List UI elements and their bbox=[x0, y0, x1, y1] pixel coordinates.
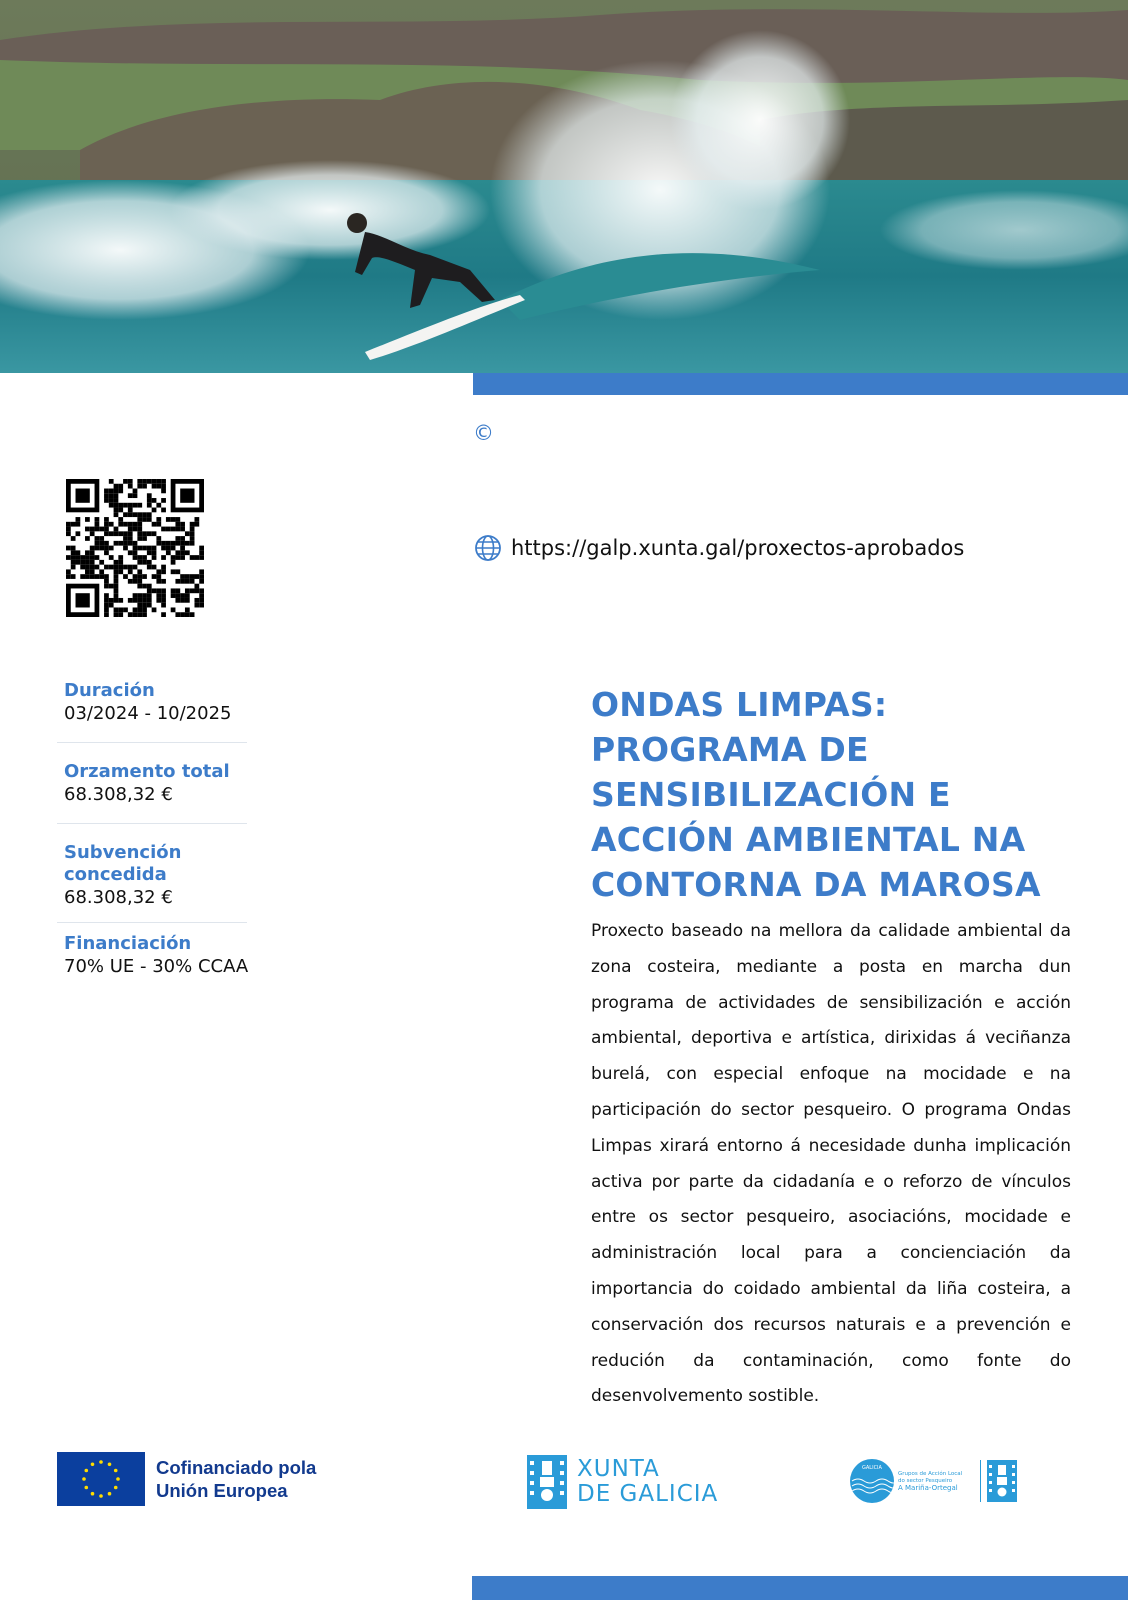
eu-line: Unión Europea bbox=[156, 1480, 288, 1501]
bottom-accent-bar bbox=[472, 1576, 1128, 1600]
surf-photo bbox=[0, 0, 1128, 373]
funding-label: Financiación bbox=[64, 933, 192, 954]
budget-block bbox=[57, 761, 272, 807]
eu-line: Cofinanciado pola bbox=[156, 1457, 317, 1478]
galp-logo bbox=[850, 1459, 1017, 1503]
project-description: Proxecto baseado na mellora da calidade ambiental da zona costeira, mediante a posta en marcha dun programa de actividades de sensibilización e acción ambiental, deportiva e artística, dirixidas á veciñanza burelá, con especial enfoque na mocidade e na participación do sector pesqueiro. O programa Ondas Limpas xirará entorno á necesidade dunha implicación activa por parte da cidadanía e o reforzo de vínculos entre os sector pesqueiro, asociacións, mocidade e administración local para a concienciación da importancia do coidado ambiental da liña costeira, a conservación dos recursos naturais e a prevención e redución da contaminación, como fonte do desenvolvemento sostible. bbox=[591, 921, 1071, 1407]
hero-photo bbox=[0, 0, 1128, 373]
duration-label: Duración bbox=[64, 680, 155, 701]
funding-value: 70% UE - 30% CCAA bbox=[64, 956, 249, 977]
galp-line: A Mariña-Ortegal bbox=[898, 1483, 958, 1492]
galp-line: Grupos de Acción Local bbox=[898, 1470, 963, 1477]
duration-block bbox=[57, 680, 272, 726]
xunta-line: XUNTA bbox=[577, 1456, 660, 1482]
top-accent-bar bbox=[473, 373, 1128, 395]
galp-line: do sector Pesqueiro bbox=[898, 1477, 953, 1484]
project-title bbox=[591, 682, 1071, 907]
project-url[interactable]: https://galp.xunta.gal/proxectos-aprobados bbox=[511, 536, 965, 560]
grant-block bbox=[57, 842, 272, 910]
eu-logo bbox=[57, 1452, 316, 1506]
funding-block bbox=[57, 933, 272, 979]
galp-circle-label: GALICIA bbox=[862, 1465, 882, 1471]
xunta-logo bbox=[527, 1455, 718, 1509]
title-line: ACCIÓN AMBIENTAL NA bbox=[591, 820, 1026, 859]
project-info bbox=[57, 680, 272, 979]
title-line: SENSIBILIZACIÓN E bbox=[591, 775, 951, 814]
divider bbox=[57, 922, 247, 923]
galp-circle-icon bbox=[850, 1459, 894, 1503]
xunta-shield-icon bbox=[527, 1455, 567, 1509]
divider bbox=[57, 823, 247, 824]
eu-flag-icon bbox=[57, 1452, 145, 1506]
budget-label: Orzamento total bbox=[64, 761, 230, 782]
xunta-text bbox=[577, 1457, 718, 1507]
grant-label: Subvención concedida bbox=[64, 842, 182, 885]
xunta-line: DE GALICIA bbox=[577, 1481, 719, 1507]
galicia-shield-icon bbox=[987, 1460, 1017, 1502]
grant-value: 68.308,32 € bbox=[64, 887, 173, 908]
logo-separator bbox=[980, 1460, 981, 1502]
qr-code-icon bbox=[66, 479, 204, 617]
project-link[interactable] bbox=[474, 534, 964, 562]
budget-value: 68.308,32 € bbox=[64, 784, 173, 805]
title-line: CONTORNA DA MAROSA bbox=[591, 865, 1041, 904]
eu-cofinance-text bbox=[156, 1456, 316, 1502]
copyright-symbol: © bbox=[473, 421, 494, 445]
title-line: ONDAS LIMPAS: bbox=[591, 685, 888, 724]
duration-value: 03/2024 - 10/2025 bbox=[64, 703, 232, 724]
divider bbox=[57, 742, 247, 743]
galp-text bbox=[898, 1471, 972, 1492]
globe-icon bbox=[474, 534, 502, 562]
title-line: PROGRAMA DE bbox=[591, 730, 869, 769]
